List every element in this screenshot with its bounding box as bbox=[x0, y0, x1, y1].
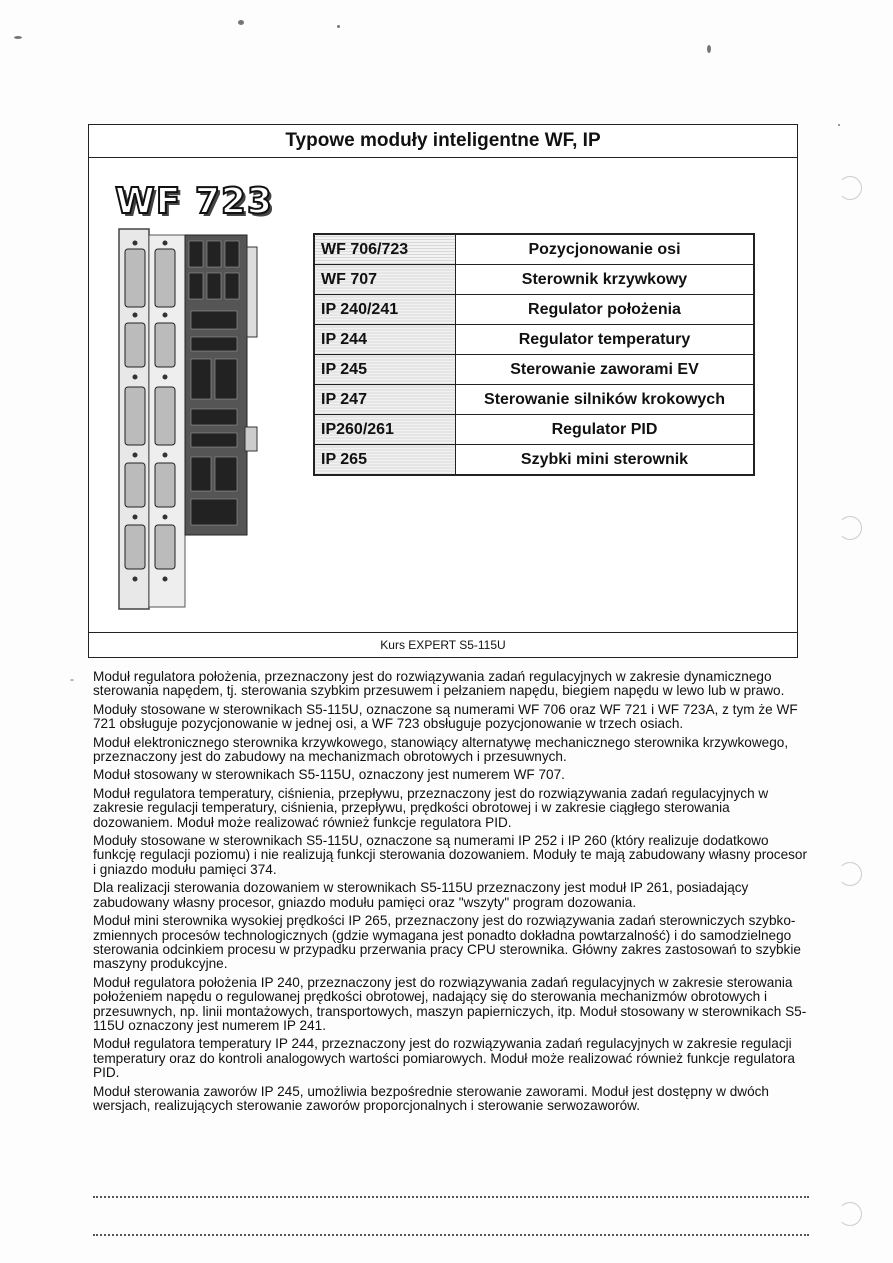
binder-hole bbox=[838, 176, 862, 200]
slide-title: Typowe moduły inteligentne WF, IP bbox=[89, 125, 797, 158]
dotted-line bbox=[93, 1234, 809, 1236]
scan-speck bbox=[707, 45, 711, 53]
body-paragraph: Moduł regulatora położenia IP 240, przeznaczony jest do rozwiązywania zadań regulacyjnych w zakresie sterowania położeniem napędu o regulowanej prędkości obrotowej, nadający się do sterowania mechanizmów obrotowych i przesuwnych, np. linii montażowych, transportowych, maszyn papierniczych, itp. Moduł stosowany w sterownikach S5-115U oznaczony jest numerem IP 241. bbox=[93, 974, 807, 1033]
body-paragraph: Moduły stosowane w sterownikach S5-115U, oznaczone są numerami IP 252 i IP 260 (który realizuje dodatkowo funkcję regulacji poziomu) i nie realizują funkcji sterowania dozowaniem. Moduły te mają zabudowany własny procesor i gniazdo modułu pamięci 374. bbox=[93, 833, 808, 877]
module-row bbox=[314, 325, 754, 355]
scan-speck bbox=[14, 36, 22, 39]
module-row bbox=[314, 445, 754, 476]
module-row bbox=[314, 265, 754, 295]
body-paragraph: Dla realizacji sterowania dozowaniem w sterownikach S5-115U przeznaczony jest moduł IP 261, posiadający zabudowany własny procesor, gniazdo modułu pamięci oraz "wszyty" program dozowania. bbox=[93, 880, 749, 910]
module-table bbox=[313, 233, 755, 476]
binder-hole bbox=[838, 862, 862, 886]
module-code: IP 247 bbox=[314, 385, 456, 415]
binder-hole bbox=[838, 1202, 862, 1226]
module-row bbox=[314, 415, 754, 445]
body-paragraph: Moduł stosowany w sterownikach S5-115U, oznaczony jest numerem WF 707. bbox=[93, 767, 565, 783]
module-code: IP 245 bbox=[314, 355, 456, 385]
circuit-board-photo bbox=[117, 227, 267, 612]
body-paragraph: Moduły stosowane w sterownikach S5-115U, oznaczone są numerami WF 706 oraz WF 721 i WF 723A, z tym że WF 721 obsługuje pozycjonowanie w jednej osi, a WF 723 obsługuje pozycjonowanie w trzech osiach. bbox=[93, 701, 798, 732]
module-logo: WF 723 bbox=[115, 181, 273, 222]
module-row bbox=[314, 234, 754, 265]
body-paragraph: Moduł regulatora temperatury, ciśnienia, przepływu, przeznaczony jest do rozwiązywania zadań regulacyjnych w zakresie regulacji temperatury, ciśnienia, przepływu, prędkości obrotowej i w zakresie ciągłego sterowania dozowaniem. Moduł może realizować również funkcje regulatora PID. bbox=[93, 785, 769, 830]
dotted-line bbox=[93, 1196, 809, 1198]
module-description: Regulator temperatury bbox=[456, 325, 755, 355]
body-paragraph: Moduł mini sterownika wysokiej prędkości IP 265, przeznaczony jest do rozwiązywania zadań sterowniczych szybko-zmiennych procesów technologicznych (gdzie wymagana jest ponadto dokładna powtarzalność) i do samodzielnego sterowania odcinkiem procesu w przypadku przerwania pracy CPU sterownika. Główny zakres zastosowań to szybkie maszyny produkcyjne. bbox=[93, 913, 801, 972]
binder-hole bbox=[838, 516, 862, 540]
body-text bbox=[93, 670, 811, 1117]
module-code: IP 265 bbox=[314, 445, 456, 476]
bullet-mark: - bbox=[70, 672, 74, 686]
module-code: IP 240/241 bbox=[314, 295, 456, 325]
module-description: Sterowanie zaworami EV bbox=[456, 355, 755, 385]
scan-speck bbox=[238, 20, 244, 25]
body-paragraph: Moduł elektronicznego sterownika krzywkowego, stanowiący alternatywę mechanicznego sterownika krzywkowego, przeznaczony jest do zabudowy na mechanizmach obrotowych i przesuwnych. bbox=[93, 734, 789, 765]
slide-footer: Kurs EXPERT S5-115U bbox=[89, 632, 797, 657]
module-description: Sterowanie silników krokowych bbox=[456, 385, 755, 415]
module-row bbox=[314, 385, 754, 415]
module-code: WF 707 bbox=[314, 265, 456, 295]
module-description: Regulator położenia bbox=[456, 295, 755, 325]
module-code: IP 244 bbox=[314, 325, 456, 355]
module-code: WF 706/723 bbox=[314, 234, 456, 265]
scan-speck bbox=[337, 25, 340, 28]
module-description: Szybki mini sterownik bbox=[456, 445, 755, 476]
module-row bbox=[314, 295, 754, 325]
module-code: IP260/261 bbox=[314, 415, 456, 445]
module-description: Sterownik krzywkowy bbox=[456, 265, 755, 295]
scan-speck bbox=[838, 124, 840, 126]
body-paragraph: Moduł regulatora położenia, przeznaczony jest do rozwiązywania zadań regulacyjnych w zakresie dynamicznego sterowania napędem, tj. sterowania szybkim przesuwem i pełzaniem napędu, biegiem napędu w lewo lub w prawo. bbox=[93, 669, 785, 699]
body-paragraph: Moduł regulatora temperatury IP 244, przeznaczony jest do rozwiązywania zadań regulacyjnych w zakresie regulacji temperatury oraz do kontroli analogowych wartości pomiarowych. Moduł może realizować również funkcje regulatora PID. bbox=[93, 1036, 795, 1081]
module-row bbox=[314, 355, 754, 385]
module-description: Pozycjonowanie osi bbox=[456, 234, 755, 265]
module-description: Regulator PID bbox=[456, 415, 755, 445]
slide bbox=[88, 124, 798, 658]
body-paragraph: Moduł sterowania zaworów IP 245, umożliwia bezpośrednie sterowanie zaworami. Moduł jest dostępny w dwóch wersjach, realizujących sterowanie zaworów proporcjonalnych i sterowanie serwozaworów. bbox=[93, 1083, 769, 1113]
